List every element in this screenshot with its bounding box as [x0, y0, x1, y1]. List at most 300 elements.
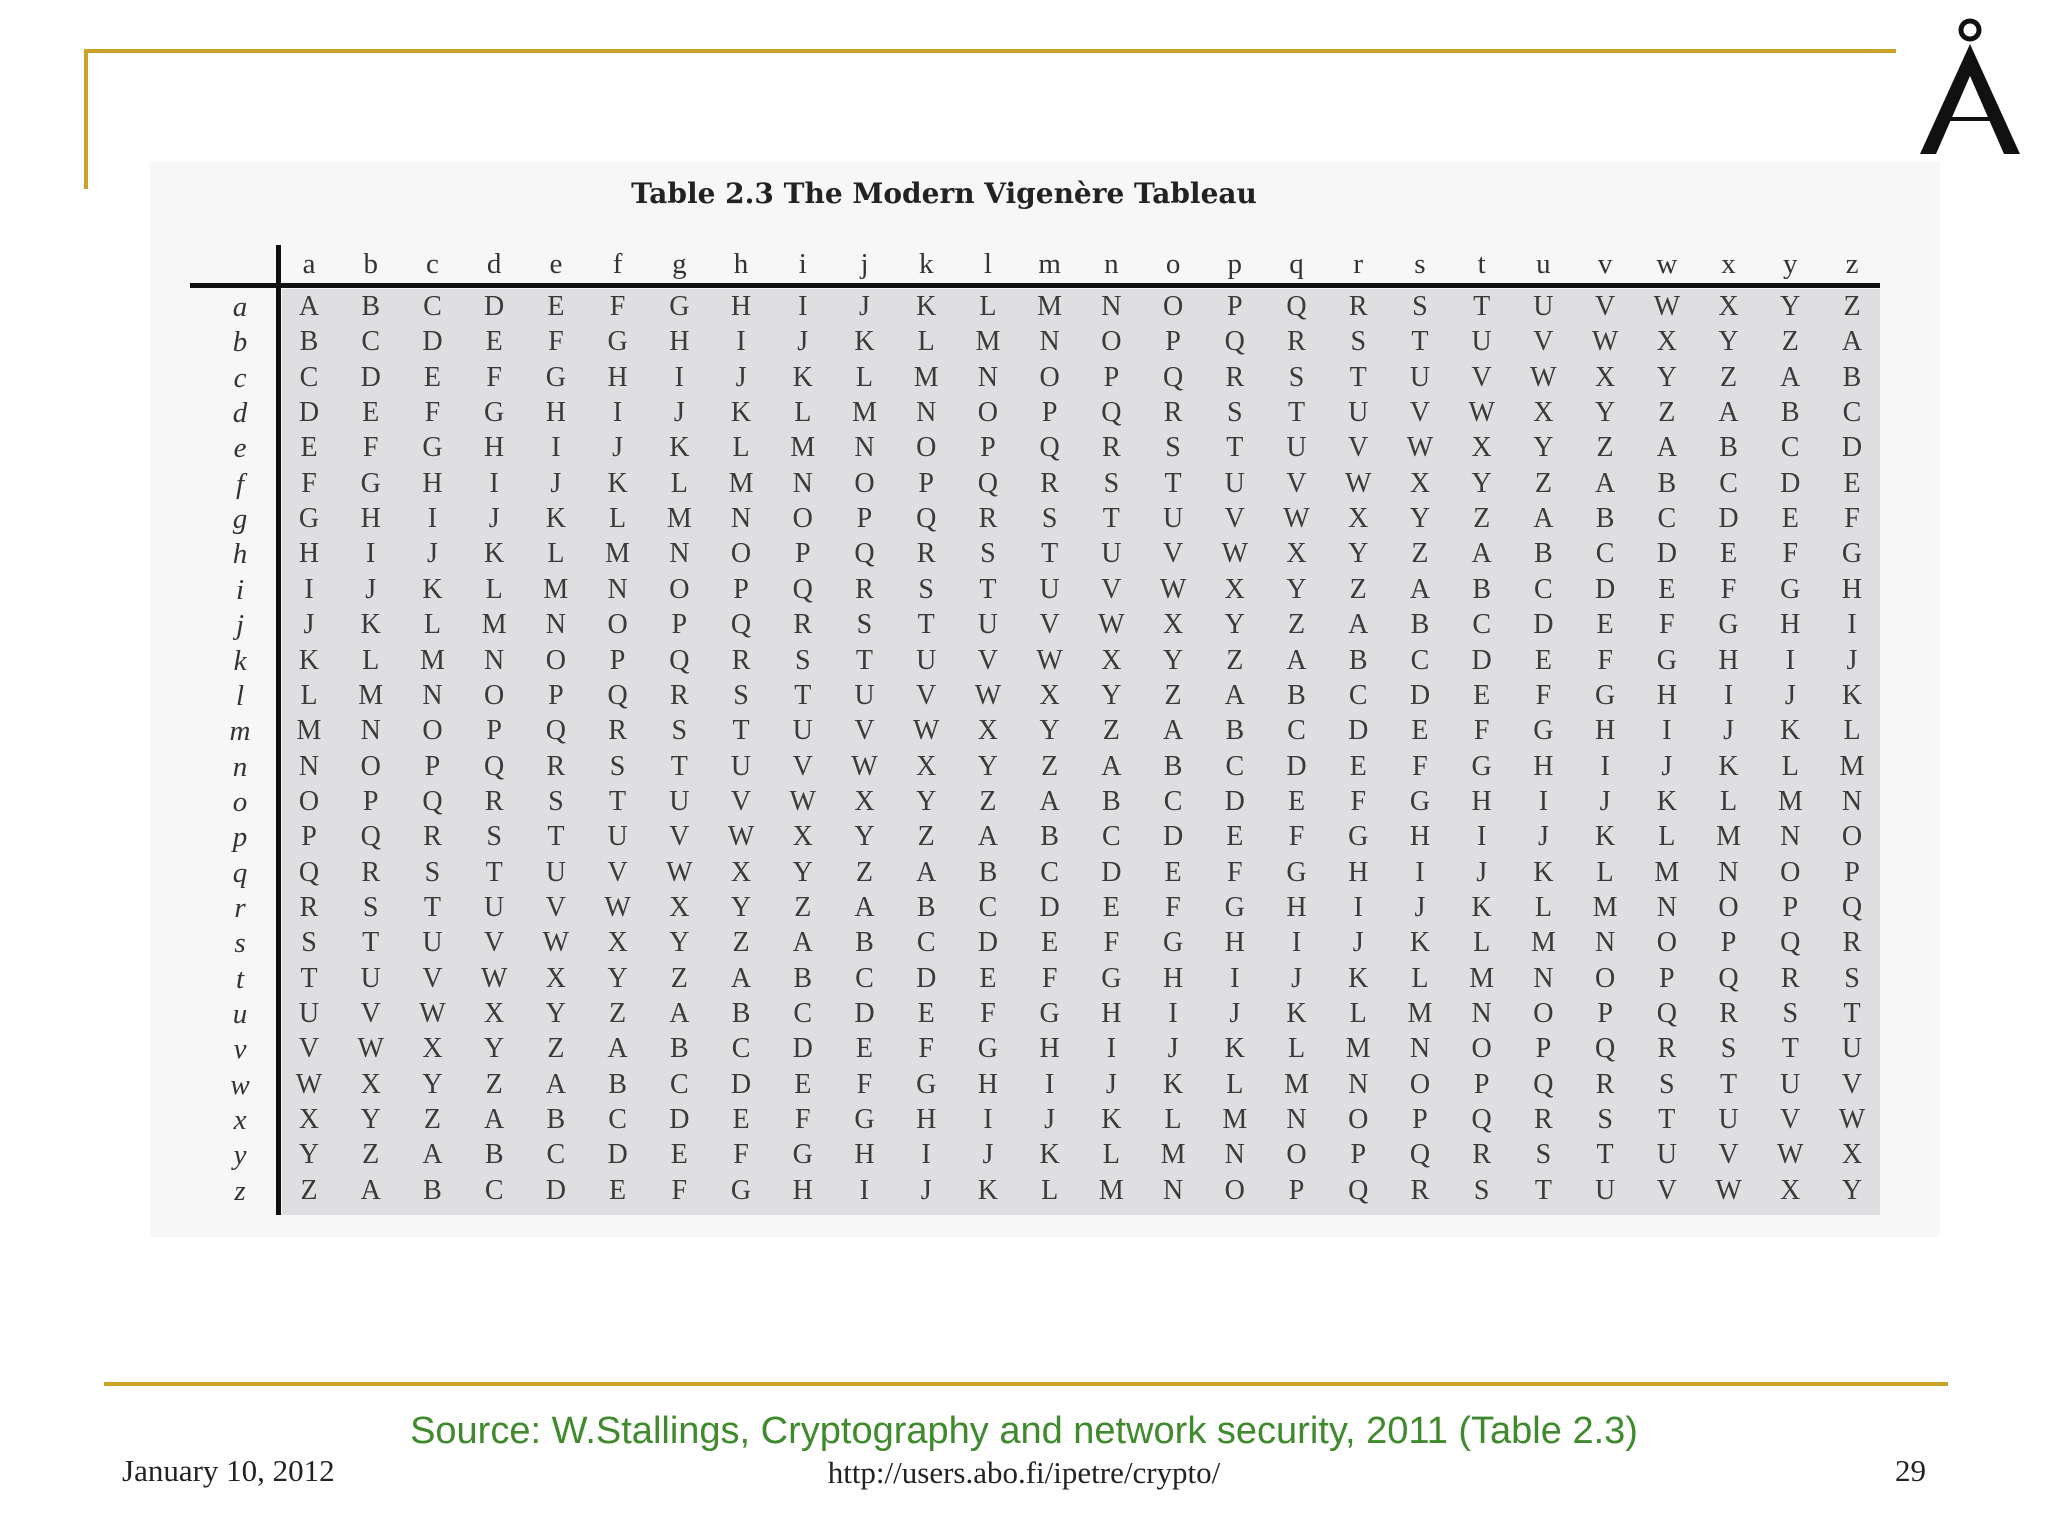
tableau-cell: C: [1410, 644, 1430, 676]
tableau-cell: Z: [547, 1033, 565, 1065]
tableau-cell: N: [1471, 998, 1492, 1029]
tableau-cell: H: [1780, 609, 1801, 641]
tableau-cell: U: [484, 891, 505, 923]
tableau-cell: Y: [1286, 573, 1307, 605]
tableau-cell: J: [1291, 962, 1302, 994]
tableau-cell: E: [1102, 891, 1120, 923]
column-header: j: [860, 248, 869, 280]
tableau-cell: E: [1658, 573, 1676, 605]
tableau-cell: Q: [792, 573, 813, 605]
tableau-cell: T: [1287, 397, 1306, 429]
tableau-cell: C: [1287, 715, 1306, 747]
tableau-cell: V: [1039, 609, 1060, 641]
tableau-cell: V: [1718, 1139, 1739, 1171]
tableau-cell: L: [794, 397, 812, 429]
tableau-cell: L: [547, 538, 565, 570]
tableau-cell: V: [854, 715, 875, 747]
tableau-cell: T: [979, 573, 997, 605]
tableau-cell: S: [1659, 1068, 1675, 1100]
tableau-cell: H: [1039, 1033, 1060, 1065]
tableau-cell: P: [918, 467, 934, 499]
tableau-cell: D: [484, 291, 505, 322]
tableau-cell: U: [854, 679, 875, 711]
tableau-cell: A: [1409, 573, 1431, 605]
tableau-cell: P: [1103, 361, 1120, 393]
tableau-cell: S: [486, 821, 502, 853]
tableau-cell: Q: [1039, 432, 1060, 464]
tableau-cell: B: [855, 927, 874, 959]
tableau-cell: I: [1600, 750, 1610, 782]
tableau-cell: P: [1165, 326, 1181, 358]
tableau-cell: H: [1656, 679, 1677, 711]
tableau-cell: O: [1162, 291, 1184, 322]
tableau-cell: K: [1471, 891, 1492, 923]
tableau-cell: V: [360, 998, 381, 1029]
row-header: n: [232, 750, 248, 783]
tableau-cell: L: [1411, 962, 1429, 994]
tableau-cell: N: [360, 715, 381, 747]
tableau-cell: E: [1226, 821, 1244, 853]
tableau-cell: T: [485, 856, 503, 888]
tableau-cell: L: [1164, 1104, 1182, 1136]
tableau-cell: D: [1780, 467, 1801, 499]
tableau-cell: F: [1782, 538, 1799, 570]
tableau-cell: K: [1780, 715, 1801, 747]
tableau-cell: T: [1781, 1033, 1799, 1065]
tableau-cell: C: [1225, 750, 1245, 782]
tableau-cell: W: [419, 998, 446, 1029]
tableau-cell: D: [545, 1174, 566, 1206]
tableau-cell: H: [1101, 998, 1122, 1029]
tableau-cell: D: [916, 962, 937, 994]
tableau-cell: H: [607, 361, 628, 393]
column-header: y: [1783, 248, 1798, 280]
tableau-cell: G: [1656, 644, 1677, 676]
tableau-cell: R: [361, 856, 381, 888]
row-header: d: [232, 397, 248, 430]
row-header: b: [232, 326, 248, 359]
tableau-cell: G: [730, 1174, 752, 1206]
tableau-cell: R: [1163, 397, 1183, 429]
column-header: f: [612, 248, 623, 280]
tableau-cell: R: [669, 679, 689, 711]
tableau-cell: A: [422, 1139, 443, 1171]
tableau-cell: W: [666, 856, 693, 888]
tableau-cell: V: [669, 821, 690, 853]
tableau-cell: Q: [854, 538, 875, 570]
tableau-cell: Y: [1533, 432, 1554, 464]
tableau-cell: E: [1596, 609, 1614, 641]
tableau-cell: T: [732, 715, 750, 747]
tableau-grid-background: [282, 289, 1880, 1215]
row-header: i: [235, 573, 245, 606]
tableau-cell: F: [1288, 821, 1305, 853]
tableau-cell: I: [1723, 679, 1734, 711]
row-header: c: [233, 361, 247, 394]
tableau-cell: G: [1780, 573, 1801, 605]
tableau-cell: U: [1718, 1104, 1739, 1136]
tableau-cell: I: [674, 361, 684, 393]
tableau-cell: S: [1103, 467, 1120, 499]
tableau-cell: P: [733, 573, 749, 605]
tableau-cell: M: [1345, 1033, 1371, 1065]
tableau-cell: O: [1533, 998, 1554, 1029]
tableau-cell: L: [670, 467, 688, 499]
tableau-cell: H: [1224, 927, 1245, 959]
tableau-cell: J: [1044, 1104, 1056, 1136]
tableau-cell: Q: [1841, 891, 1863, 923]
row-header: o: [232, 785, 248, 818]
tableau-cell: D: [792, 1033, 813, 1065]
tableau-cell: X: [1780, 1174, 1801, 1206]
tableau-cell: Z: [1287, 609, 1306, 641]
tableau-cell: J: [735, 361, 747, 393]
column-header: k: [918, 248, 934, 280]
tableau-cell: L: [1473, 927, 1491, 959]
footer-rule: [104, 1382, 1948, 1386]
tableau-cell: I: [1168, 998, 1178, 1029]
tableau-cell: E: [1719, 538, 1738, 570]
tableau-cell: J: [859, 291, 870, 322]
row-header: e: [233, 432, 247, 465]
tableau-cell: O: [422, 715, 443, 747]
tableau-cell: V: [1656, 1174, 1677, 1206]
tableau-cell: T: [423, 891, 441, 923]
column-header: r: [1353, 248, 1364, 280]
tableau-cell: S: [1350, 326, 1367, 358]
header-rule-left: [84, 49, 88, 189]
tableau-cell: Y: [1162, 644, 1184, 676]
tableau-cell: H: [1841, 573, 1863, 605]
tableau-cell: U: [298, 998, 320, 1029]
tableau-cell: M: [790, 432, 816, 464]
tableau-cell: N: [1656, 891, 1677, 923]
tableau-cell: A: [1594, 467, 1616, 499]
column-header: n: [1104, 248, 1119, 280]
tableau-cell: D: [977, 927, 999, 959]
tableau-cell: J: [1167, 1033, 1179, 1065]
tableau-cell: E: [1473, 679, 1491, 711]
row-header: f: [235, 467, 245, 500]
tableau-cell: E: [423, 361, 441, 393]
tableau-cell: V: [545, 891, 566, 923]
tableau-cell: H: [916, 1104, 937, 1136]
tableau-cell: K: [1718, 750, 1739, 782]
tableau-cell: L: [979, 291, 997, 322]
tableau-cell: C: [1472, 609, 1492, 641]
tableau-cell: W: [357, 1033, 384, 1065]
column-header: b: [363, 248, 378, 280]
tableau-cell: X: [484, 998, 505, 1029]
tableau-cell: U: [792, 715, 813, 747]
tableau-cell: V: [1101, 573, 1122, 605]
tableau-cell: X: [730, 856, 752, 888]
tableau-cell: O: [298, 785, 320, 817]
tableau-cell: S: [1844, 962, 1860, 994]
tableau-cell: O: [730, 538, 752, 570]
row-header: p: [232, 821, 248, 854]
tableau-cell: Z: [1658, 397, 1676, 429]
tableau-cell: J: [426, 538, 438, 570]
tableau-cell: Q: [1101, 397, 1122, 429]
tableau-cell: Y: [1101, 679, 1122, 711]
tableau-cell: L: [1287, 1033, 1306, 1065]
tableau-cell: F: [918, 1033, 934, 1065]
tableau-cell: A: [1780, 361, 1801, 393]
tableau-cell: D: [854, 998, 875, 1029]
tableau-cell: Z: [917, 821, 935, 853]
tableau-cell: F: [548, 326, 564, 358]
tableau-cell: D: [1101, 856, 1122, 888]
tableau-cell: S: [1782, 998, 1799, 1029]
tableau-cell: L: [423, 609, 441, 641]
tableau-cell: U: [730, 750, 752, 782]
tableau-cell: J: [550, 467, 562, 499]
tableau-cell: O: [792, 503, 813, 535]
tableau-cell: C: [1348, 679, 1368, 711]
tableau-cell: J: [1414, 891, 1426, 923]
tableau-cell: B: [361, 291, 381, 322]
tableau-cell: O: [1471, 1033, 1492, 1065]
page-number: 29: [1895, 1453, 1926, 1488]
tableau-cell: K: [792, 361, 813, 393]
row-label-divider: [276, 245, 281, 1215]
tableau-cell: B: [731, 998, 751, 1029]
tableau-cell: L: [917, 326, 935, 358]
tableau-cell: F: [609, 291, 626, 322]
tableau-cell: I: [736, 326, 746, 358]
tableau-cell: M: [666, 503, 692, 535]
tableau-cell: A: [298, 291, 320, 322]
tableau-cell: G: [916, 1068, 937, 1100]
tableau-cell: U: [360, 962, 381, 994]
tableau-cell: A: [1039, 785, 1060, 817]
tableau-cell: I: [1230, 962, 1240, 994]
tableau-cell: L: [855, 361, 874, 393]
tableau-cell: Q: [1718, 962, 1739, 994]
tableau-cell: D: [607, 1139, 628, 1171]
tableau-cell: G: [545, 361, 566, 393]
tableau-cell: X: [792, 821, 813, 853]
tableau-cell: L: [1781, 750, 1799, 782]
tableau-cell: U: [1101, 538, 1122, 570]
tableau-cell: T: [1596, 1139, 1614, 1171]
tableau-cell: C: [1719, 467, 1738, 499]
tableau-cell: M: [1654, 856, 1680, 888]
tableau-cell: X: [854, 785, 875, 817]
row-header: l: [235, 679, 245, 712]
tableau-cell: T: [1719, 1068, 1738, 1100]
tableau-cell: K: [607, 467, 628, 499]
tableau-cell: R: [608, 715, 627, 747]
tableau-cell: W: [1036, 644, 1063, 676]
tableau-cell: K: [1594, 821, 1616, 853]
tableau-cell: Z: [609, 998, 627, 1029]
tableau-cell: Y: [545, 998, 566, 1029]
tableau-cell: F: [486, 361, 502, 393]
tableau-cell: A: [1718, 397, 1739, 429]
tableau-cell: C: [1842, 397, 1862, 429]
tableau-cell: H: [730, 291, 752, 322]
tableau-cell: Z: [979, 785, 997, 817]
tableau-cell: F: [980, 998, 996, 1029]
tableau-cell: R: [1225, 361, 1245, 393]
row-header: u: [232, 998, 248, 1030]
tableau-cell: F: [424, 397, 441, 429]
row-header: r: [234, 891, 246, 924]
tableau-cell: H: [545, 397, 566, 429]
tableau-cell: Y: [1841, 1174, 1863, 1206]
tableau-cell: V: [1224, 503, 1245, 535]
tableau-cell: Q: [422, 785, 443, 817]
tableau-cell: F: [1597, 644, 1613, 676]
tableau-cell: A: [1656, 432, 1677, 464]
tableau-cell: W: [1406, 432, 1434, 464]
tableau-cell: L: [732, 432, 750, 464]
tableau-cell: B: [608, 1068, 627, 1100]
tableau-cell: W: [1283, 503, 1310, 535]
tableau-cell: J: [488, 503, 500, 535]
tableau-cell: Z: [1102, 715, 1120, 747]
tableau-cell: F: [794, 1104, 811, 1136]
tableau-cell: C: [669, 1068, 689, 1100]
tableau-cell: X: [1471, 432, 1492, 464]
tableau-cell: Q: [1780, 927, 1801, 959]
tableau-cell: K: [360, 609, 381, 641]
tableau-cell: C: [1780, 432, 1800, 464]
tableau-cell: K: [1224, 1033, 1245, 1065]
tableau-cell: Z: [732, 927, 750, 959]
tableau-cell: Y: [1224, 609, 1245, 641]
tableau-cell: I: [1353, 891, 1363, 923]
tableau-cell: W: [1838, 1104, 1866, 1136]
tableau-cell: X: [298, 1104, 320, 1136]
tableau-cell: V: [1409, 397, 1431, 429]
tableau-cell: D: [1348, 715, 1369, 747]
tableau-cell: S: [733, 679, 749, 711]
tableau-cell: F: [1041, 962, 1058, 994]
tableau-cell: L: [300, 679, 318, 711]
tableau-cell: N: [1348, 1068, 1369, 1100]
tableau-cell: M: [1592, 891, 1618, 923]
tableau-cell: L: [1596, 856, 1614, 888]
tableau-cell: R: [546, 750, 566, 782]
tableau-cell: T: [1411, 326, 1429, 358]
tableau-cell: W: [1098, 609, 1125, 641]
tableau-cell: C: [916, 927, 936, 959]
tableau-cell: D: [1718, 503, 1739, 535]
tableau-cell: Q: [916, 503, 937, 535]
row-header: j: [235, 609, 245, 642]
tableau-cell: K: [1348, 962, 1369, 994]
tableau-cell: V: [1348, 432, 1369, 464]
tableau-cell: Q: [1533, 1068, 1554, 1100]
tableau-cell: X: [977, 715, 999, 747]
tableau-cell: H: [1286, 891, 1307, 923]
tableau-cell: Z: [1781, 326, 1799, 358]
tableau-cell: R: [916, 538, 936, 570]
column-header: v: [1597, 248, 1613, 280]
tableau-cell: V: [484, 927, 505, 959]
tableau-cell: N: [1409, 1033, 1431, 1065]
tableau-cell: J: [673, 397, 685, 429]
tableau-cell: S: [1165, 432, 1181, 464]
tableau-cell: U: [1224, 467, 1245, 499]
tableau-cell: W: [974, 679, 1002, 711]
tableau-cell: L: [1226, 1068, 1244, 1100]
tableau-cell: I: [1415, 856, 1425, 888]
tableau-cell: S: [980, 538, 996, 570]
tableau-cell: O: [1286, 1139, 1307, 1171]
tableau-cell: T: [1349, 361, 1367, 393]
tableau-cell: F: [1103, 927, 1120, 959]
header-divider: [190, 283, 1880, 288]
tableau-cell: B: [1410, 609, 1430, 641]
tableau-cell: V: [1162, 538, 1184, 570]
tableau-cell: P: [1473, 1068, 1490, 1100]
tableau-cell: F: [301, 467, 317, 499]
row-header: k: [233, 644, 247, 677]
tableau-cell: U: [1471, 326, 1492, 358]
tableau-cell: H: [1718, 644, 1739, 676]
tableau-cell: U: [1039, 573, 1060, 605]
tableau-cell: N: [1718, 856, 1739, 888]
tableau-cell: B: [1102, 785, 1121, 817]
tableau-cell: W: [295, 1068, 323, 1100]
tableau-cell: U: [1656, 1139, 1677, 1171]
tableau-cell: H: [1471, 785, 1492, 817]
tableau-cell: O: [1348, 1104, 1369, 1136]
tableau-cell: S: [1412, 291, 1428, 322]
tableau-cell: N: [854, 432, 875, 464]
tableau-cell: S: [794, 644, 811, 676]
tableau-cell: Z: [1041, 750, 1059, 782]
tableau-cell: E: [1164, 856, 1182, 888]
row-header: s: [234, 927, 246, 960]
tableau-cell: P: [856, 503, 873, 535]
tableau-cell: Q: [730, 609, 752, 641]
tableau-cell: S: [1041, 503, 1058, 535]
tableau-cell: Z: [1843, 291, 1861, 322]
tableau-cell: J: [365, 573, 377, 605]
tableau-cell: C: [1657, 503, 1677, 535]
tableau-cell: L: [1843, 715, 1861, 747]
tableau-cell: M: [605, 538, 631, 570]
tableau-cell: T: [609, 785, 627, 817]
tableau-cell: G: [1841, 538, 1863, 570]
tableau-cell: H: [792, 1174, 813, 1206]
tableau-cell: S: [424, 856, 441, 888]
tableau-cell: V: [1780, 1104, 1801, 1136]
tableau-cell: B: [1595, 503, 1615, 535]
tableau-cell: K: [1841, 679, 1863, 711]
column-header: d: [486, 248, 502, 280]
tableau-cell: J: [303, 609, 315, 641]
tableau-cell: X: [360, 1068, 381, 1100]
tableau-cell: S: [671, 715, 688, 747]
row-header: v: [233, 1033, 247, 1066]
tableau-cell: F: [1227, 856, 1243, 888]
tableau-cell: J: [612, 432, 624, 464]
tableau-cell: E: [1041, 927, 1059, 959]
column-header: g: [672, 248, 687, 280]
tableau-cell: I: [1662, 715, 1672, 747]
tableau-cell: K: [1533, 856, 1554, 888]
tableau-cell: V: [1594, 291, 1616, 322]
tableau-cell: C: [855, 962, 874, 994]
tableau-cell: X: [1286, 538, 1307, 570]
tableau-cell: G: [360, 467, 381, 499]
